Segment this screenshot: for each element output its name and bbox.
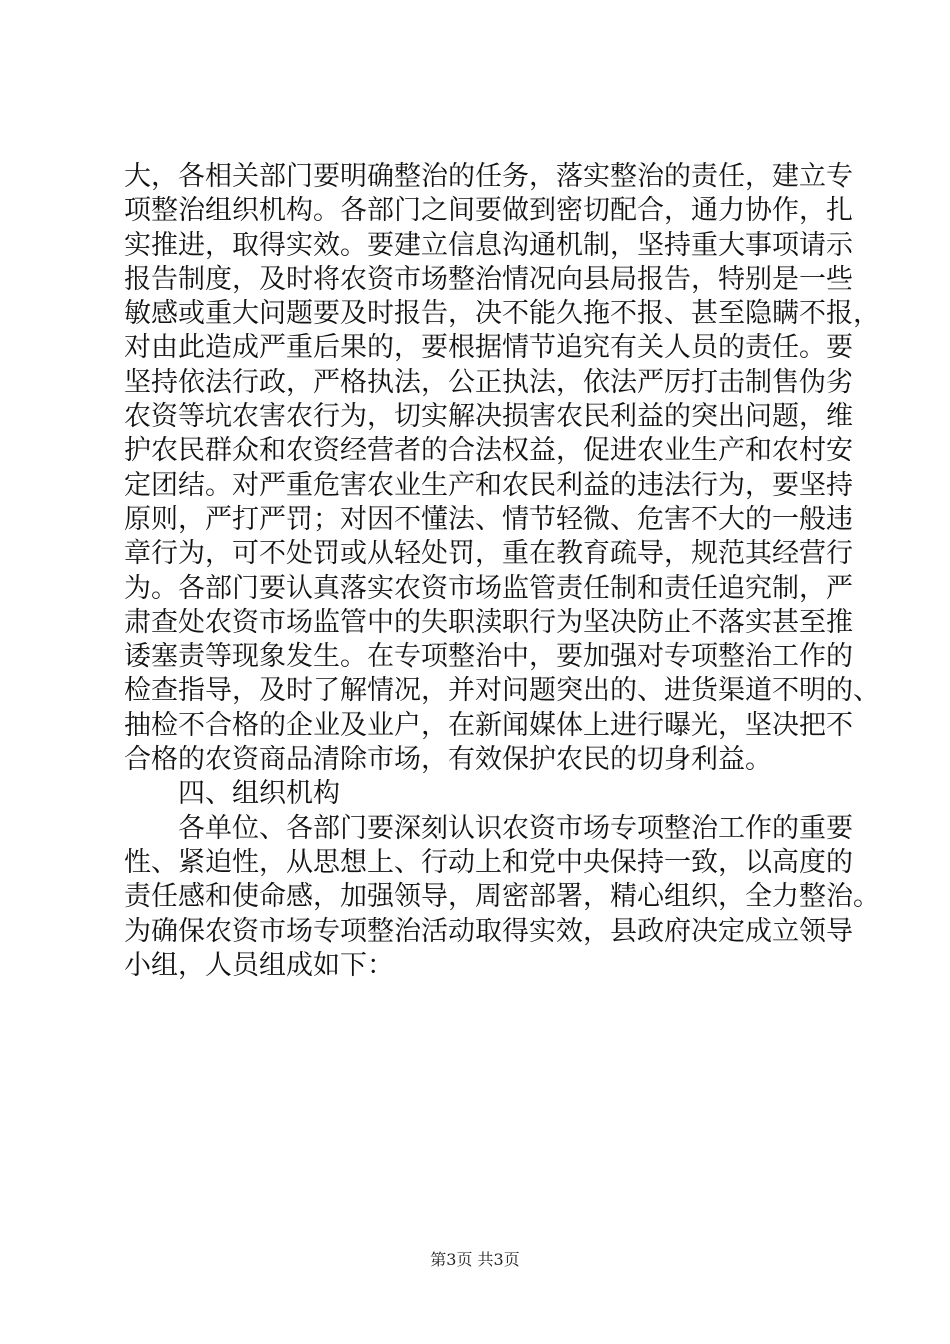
paragraph-line: 性、紧迫性，从思想上、行动上和党中央保持一致，以高度的 [124,846,853,878]
paragraph-line: 合格的农资商品清除市场，有效保护农民的切身利益。 [124,744,772,776]
paragraph-line: 原则，严打严罚；对因不懂法、情节轻微、危害不大的一般违 [124,503,853,535]
paragraph-line: 农资等坑农害农行为，切实解决损害农民利益的突出问题，维 [124,401,853,433]
paragraph-line: 坚持依法行政，严格执法，公正执法，依法严厉打击制售伪劣 [124,366,853,398]
document-body [124,160,880,983]
paragraph-line: 实推进，取得实效。要建立信息沟通机制，坚持重大事项请示 [124,229,853,261]
paragraph-line: 章行为，可不处罚或从轻处罚，重在教育疏导，规范其经营行 [124,538,853,570]
paragraph-line: 各单位、各部门要深刻认识农资市场专项整治工作的重要 [178,812,853,844]
paragraph-line: 诿塞责等现象发生。在专项整治中，要加强对专项整治工作的 [124,641,853,673]
paragraph-line: 小组，人员组成如下： [124,949,394,981]
paragraph-line: 检查指导，及时了解情况，并对问题突出的、进货渠道不明的、 [124,675,880,707]
paragraph-line: 护农民群众和农资经营者的合法权益，促进农业生产和农村安 [124,435,853,467]
paragraph-line: 报告制度，及时将农资市场整治情况向县局报告，特别是一些 [124,263,853,295]
paragraph-line: 项整治组织机构。各部门之间要做到密切配合，通力协作，扎 [124,195,853,227]
paragraph-line: 敏感或重大问题要及时报告，决不能久拖不报、甚至隐瞒不报， [124,298,880,330]
page-number-footer: 第3页 共3页 [430,1250,520,1269]
paragraph-line: 肃查处农资市场监管中的失职渎职行为坚决防止不落实甚至推 [124,606,853,638]
section-heading: 四、组织机构 [178,778,340,810]
paragraph-line: 大，各相关部门要明确整治的任务，落实整治的责任，建立专 [124,161,853,192]
paragraph-line: 定团结。对严重危害农业生产和农民利益的违法行为，要坚持 [124,469,853,501]
paragraph-line: 对由此造成严重后果的，要根据情节追究有关人员的责任。要 [124,332,853,364]
paragraph-line: 责任感和使命感，加强领导，周密部署，精心组织，全力整治。 [124,881,880,913]
paragraph-line: 为确保农资市场专项整治活动取得实效，县政府决定成立领导 [124,915,853,947]
paragraph-line: 抽检不合格的企业及业户，在新闻媒体上进行曝光，坚决把不 [124,709,853,741]
paragraph-line: 为。各部门要认真落实农资市场监管责任制和责任追究制，严 [124,572,853,604]
